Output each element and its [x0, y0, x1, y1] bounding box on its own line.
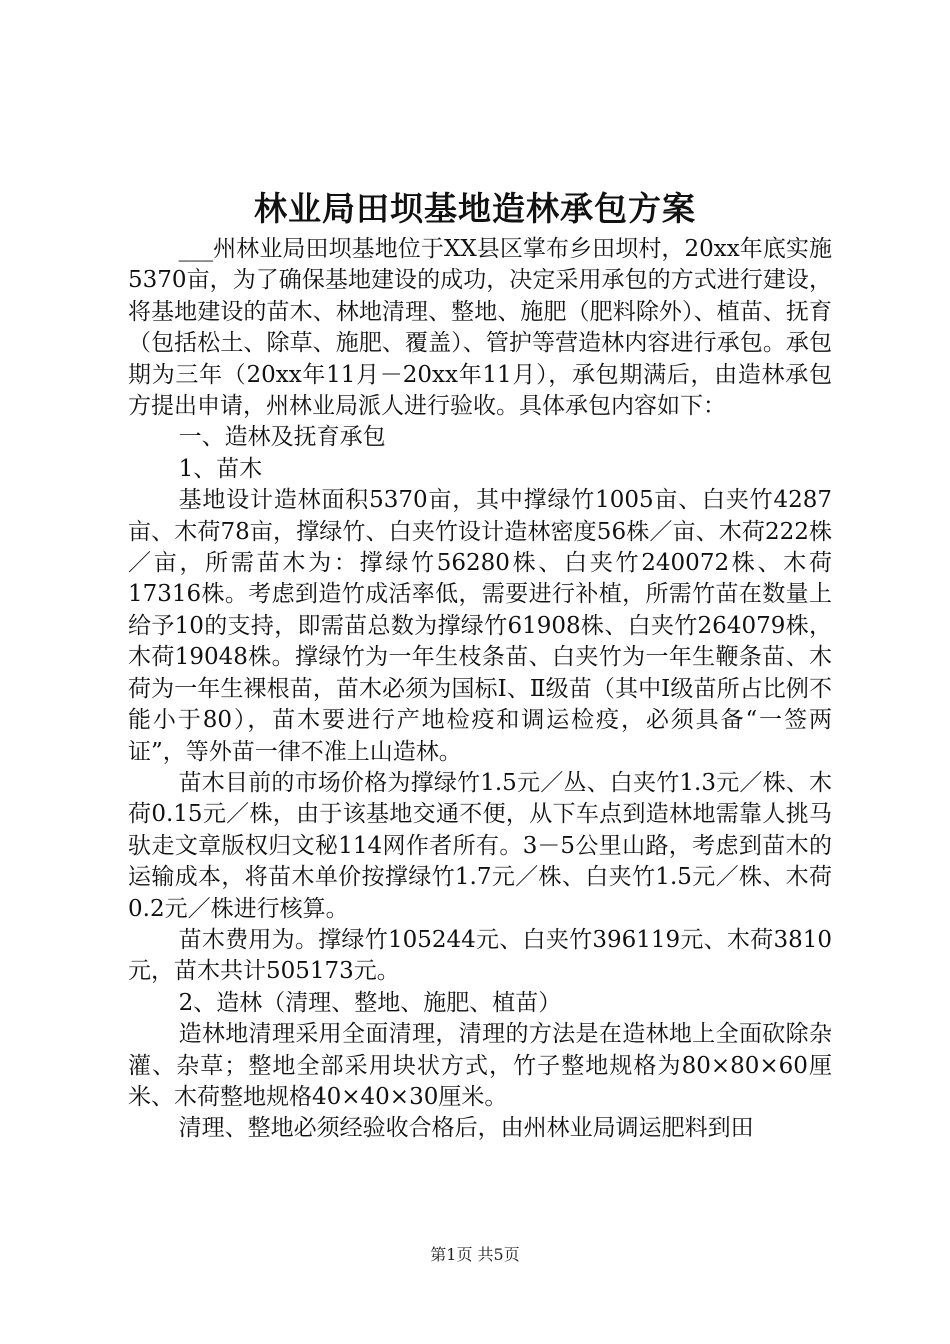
paragraph-land-clearing: 造林地清理采用全面清理，清理的方法是在造林地上全面砍除杂灌、杂草；整地全部采用块状方式，竹子整地规格为80×80×60厘米、木荷整地规格40×40×30厘米。 — [128, 1021, 832, 1110]
document-body — [128, 234, 832, 1145]
paragraph-seedling-quantity: 基地设计造林面积5370亩，其中撑绿竹1005亩、白夹竹4287亩、木荷78亩，撑绿竹、白夹竹设计造林密度56株／亩、木荷222株／亩，所需苗木为：撑绿竹56280株、白夹竹240072株、木荷17316株。考虑到造竹成活率低，需要进行补植，所需竹苗在数量上给予10的支持，即需苗总数为撑绿竹61908株、白夹竹264079株，木荷19048株。撑绿竹为一年生枝条苗、白夹竹为一年生鞭条苗、木荷为一年生裸根苗，苗木必须为国标Ⅰ、Ⅱ级苗（其中Ⅰ级苗所占比例不能小于80），苗木要进行产地检疫和调运检疫，必须具备“一签两证”，等外苗一律不准上山造林。 — [128, 487, 832, 765]
page-footer: 第1页 共5页 — [430, 1245, 520, 1264]
section-heading-1: 一、造林及抚育承包 — [178, 424, 386, 451]
document-title: 林业局田坝基地造林承包方案 — [254, 189, 696, 228]
subsection-heading-seedlings: 1、苗木 — [178, 455, 263, 482]
paragraph-fertilizer: 清理、整地必须经验收合格后，由州林业局调运肥料到田 — [178, 1115, 754, 1142]
subsection-heading-afforestation: 2、造林（清理、整地、施肥、植苗） — [178, 989, 562, 1016]
paragraph-seedling-cost: 苗木费用为。撑绿竹105244元、白夹竹396119元、木荷3810元，苗木共计505173元。 — [128, 926, 832, 985]
paragraph-seedling-price: 苗木目前的市场价格为撑绿竹1.5元／丛、白夹竹1.3元／株、木荷0.15元／株，由于该基地交通不便，从下车点到造林地需靠人挑马驮走文章版权归文秘114网作者所有。3－5公里山路，考虑到苗木的运输成本，将苗木单价按撑绿竹1.7元／株、白夹竹1.5元／株、木荷0.2元／株进行核算。 — [128, 769, 832, 922]
paragraph-intro: ___州林业局田坝基地位于XX县区掌布乡田坝村，20xx年底实施5370亩，为了确保基地建设的成功，决定采用承包的方式进行建设，将基地建设的苗木、林地清理、整地、施肥（肥料除外）、植苗、抚育（包括松土、除草、施肥、覆盖）、管护等营造林内容进行承包。承包期为三年（20xx年11月－20xx年11月），承包期满后，由造林承包方提出申请，州林业局派人进行验收。具体承包内容如下： — [128, 236, 832, 420]
